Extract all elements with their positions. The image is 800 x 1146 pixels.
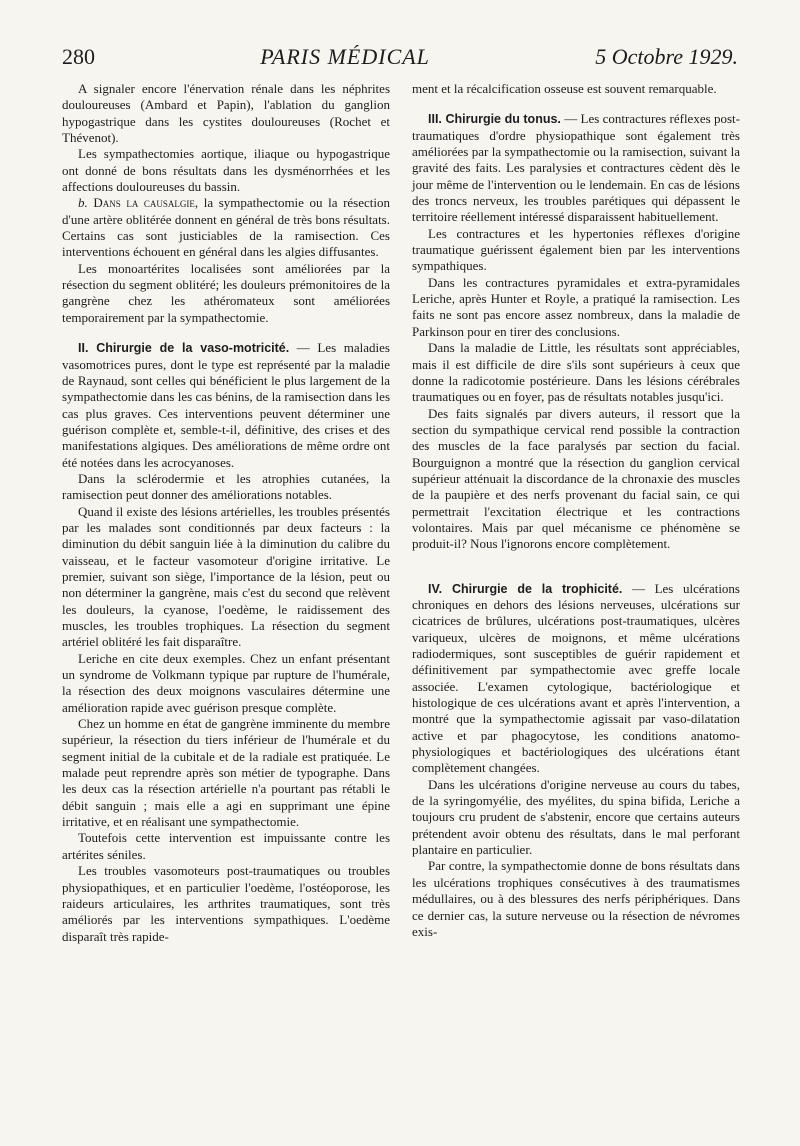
right-column bbox=[412, 81, 740, 940]
paragraph bbox=[62, 195, 390, 260]
paragraph: Les troubles vasomoteurs post-traumatiques ou troubles physiopathiques, et en particulier l'oedème, l'ostéoporose, les raideurs articulaires, les arthrites traumatiques, sont très améliorés par les interventions sympathiques. L'oedème disparaît très rapide- bbox=[62, 863, 390, 944]
subheading-causalgie: Dans la causalgie bbox=[93, 195, 195, 211]
left-column bbox=[62, 81, 390, 945]
page-number: 280 bbox=[62, 44, 95, 69]
section-text: — Les contractures réflexes post-traumatiques d'ordre physiopathique sont également très améliorées par la sympathectomie ou la ramisection, suivant la gravité des faits. Les paralysies et contractures cèdent dès le jour même de l'intervention ou le lendemain. En cas de lésions des troncs nerveux, les troubles parétiques qui dépassent le territoire réellement intéressé disparaissent habituellement. bbox=[412, 111, 740, 225]
section-title: IV. Chirurgie de la trophicité. bbox=[428, 581, 623, 596]
page-header bbox=[62, 44, 738, 76]
paragraph: Quand il existe des lésions artérielles, les troubles présentés par les malades sont conditionnés par deux facteurs : la diminution du débit sanguin liée à la diminution du calibre du vaisseau, et le facteur vasomoteur d'origine irritative. Le premier, suivant son siège, l'importance de la lésion, peut ou non déterminer la gangrène, mais c'est du second que relèvent les douleurs, la cyanose, l'oedème, le raidissement des muscles, les troubles trophiques. La résection du segment artériel oblitéré les fait disparaître. bbox=[62, 503, 390, 650]
issue-date: 5 Octobre 1929. bbox=[595, 44, 738, 69]
paragraph-text: , la sympathectomie ou la résection d'une artère oblitérée donnent en général de très bons résultats. Certains cas sont justiciables de la ramisection. Ces interventions échouent en général dans les algies diffusantes. bbox=[62, 195, 391, 260]
paragraph-continued: ment et la récalcification osseuse est souvent remarquable. bbox=[412, 81, 717, 96]
paragraph: Chez un homme en état de gangrène imminente du membre supérieur, la résection du tiers inférieur de l'humérale et du segment initial de la cubitale et de la radiale est pratiquée. Le malade peut reprendre après son métier de typographe. Dans les deux cas la résection artérielle n'a pourtant pas rétabli le débit sanguin ; mais elle a agi en supprimant une épine irritative, et en réalisant une sympathectomie. bbox=[62, 716, 390, 830]
paragraph: Des faits signalés par divers auteurs, il ressort que la section du sympathique cervical rend possible la contraction des muscles de la face paralysés par section du facial. Bourguignon a montré que la résection du ganglion cervical supérieur atténuait la discordance de la chronaxie des muscles de la paupière et des nerfs provenant du facial sain, ce qui permettrait l'excitation électrique et les contractions volontaires. Mais par quel mécanisme ce phénomène se produit-il? Nous l'ignorons encore complètement. bbox=[412, 405, 740, 552]
journal-title: PARIS MÉDICAL bbox=[260, 44, 430, 69]
paragraph: Toutefois cette intervention est impuissante contre les artérites séniles. bbox=[62, 830, 390, 862]
paragraph: Dans les ulcérations d'origine nerveuse au cours du tabes, de la syringomyélie, des myélites, du spina bifida, Leriche a toujours cru prudent de s'abstenir, encore que certains auteurs prétendent avoir obtenu des résultats, dans le mal perforant plantaire en particulier. bbox=[412, 776, 740, 858]
item-label: b. bbox=[78, 195, 94, 211]
section-text: — Les ulcérations chroniques en dehors des lésions nerveuses, ulcérations sur cicatrices de brûlures, ulcérations post-traumatiques, ulcères variqueux, ulcères de moignons, et même ulcérations radiodermiques, sont susceptibles de guérir rapidement et définitivement par sympathectomie avec greffe locale associée. L'examen cytologique, bactériologique et histologique de ces ulcérations avant et après l'intervention, a montré que la sympathectomie agissait par vaso-dilatation active et par phagocytose, les conditions anatomo-physiologiques et bactériologiques des ulcérations étant complètement changées. bbox=[412, 580, 740, 776]
paragraph: A signaler encore l'énervation rénale dans les néphrites douloureuses (Ambard et Papin), l'ablation du ganglion hypogastrique dans les cystites douloureuses (Rochet et Thévenot). bbox=[62, 81, 390, 146]
paragraph: Les sympathectomies aortique, iliaque ou hypogastrique ont donné de bons résultats dans les dysménorrhées et les affections douloureuses du bassin. bbox=[62, 146, 390, 195]
section-vaso-motricite bbox=[62, 340, 390, 471]
section-title: II. Chirurgie de la vaso-motricité. bbox=[78, 341, 290, 356]
section-title: III. Chirurgie du tonus. bbox=[428, 112, 561, 127]
paragraph: Les contractures et les hypertonies réflexes d'origine traumatique guérissent également bien par les interventions sympathiques. bbox=[412, 225, 740, 274]
section-trophicite bbox=[412, 581, 740, 777]
section-text: — Les maladies vasomotrices pures, dont le type est représenté par la maladie de Raynaud, sont celles qui bénéficient le plus largement de la sympathectomie dans les cas bénins, de la ramisection dans les cas plus graves. Ces interventions peuvent déterminer une guérison complète et, semble-t-il, définitive, des crises et des manifestations algiques. Des améliorations de même ordre ont été notées dans les acrocyanoses. bbox=[62, 340, 390, 470]
paragraph: Par contre, la sympathectomie donne de bons résultats dans les ulcérations trophiques consécutives à des traumatismes médullaires, ou à des blessures des nerfs périphériques. Dans ce dernier cas, la suture nerveuse ou la résection de névromes exis- bbox=[412, 858, 740, 939]
section-tonus bbox=[412, 111, 740, 225]
paragraph: Dans la sclérodermie et les atrophies cutanées, la ramisection peut donner des améliorations notables. bbox=[62, 470, 390, 503]
paragraph: Dans les contractures pyramidales et extra-pyramidales Leriche, après Hunter et Royle, a pratiqué la ramisection. Les faits ne sont pas encore assez nombreux, dans la maladie de Parkinson pour en tirer des conclusions. bbox=[412, 274, 740, 339]
paragraph: Dans la maladie de Little, les résultats sont appréciables, mais il est difficile de dire s'ils sont supérieurs à ceux que donne la radicotomie postérieure. Dans les lésions cérébrales traumatiques ou en foyer, pas de résultats notables jusqu'ici. bbox=[412, 340, 740, 405]
paragraph: Les monoartérites localisées sont améliorées par la résection du segment oblitéré; les douleurs prémonitoires de la gangrène chez les athéromateux sont améliorées temporairement par la sympathectomie. bbox=[62, 260, 390, 325]
paragraph: Leriche en cite deux exemples. Chez un enfant présentant un syndrome de Volkmann typique par rupture de l'humérale, la résection des deux moignons vasculaires détermine une amélioration rapide avec guérison presque complète. bbox=[62, 650, 390, 715]
